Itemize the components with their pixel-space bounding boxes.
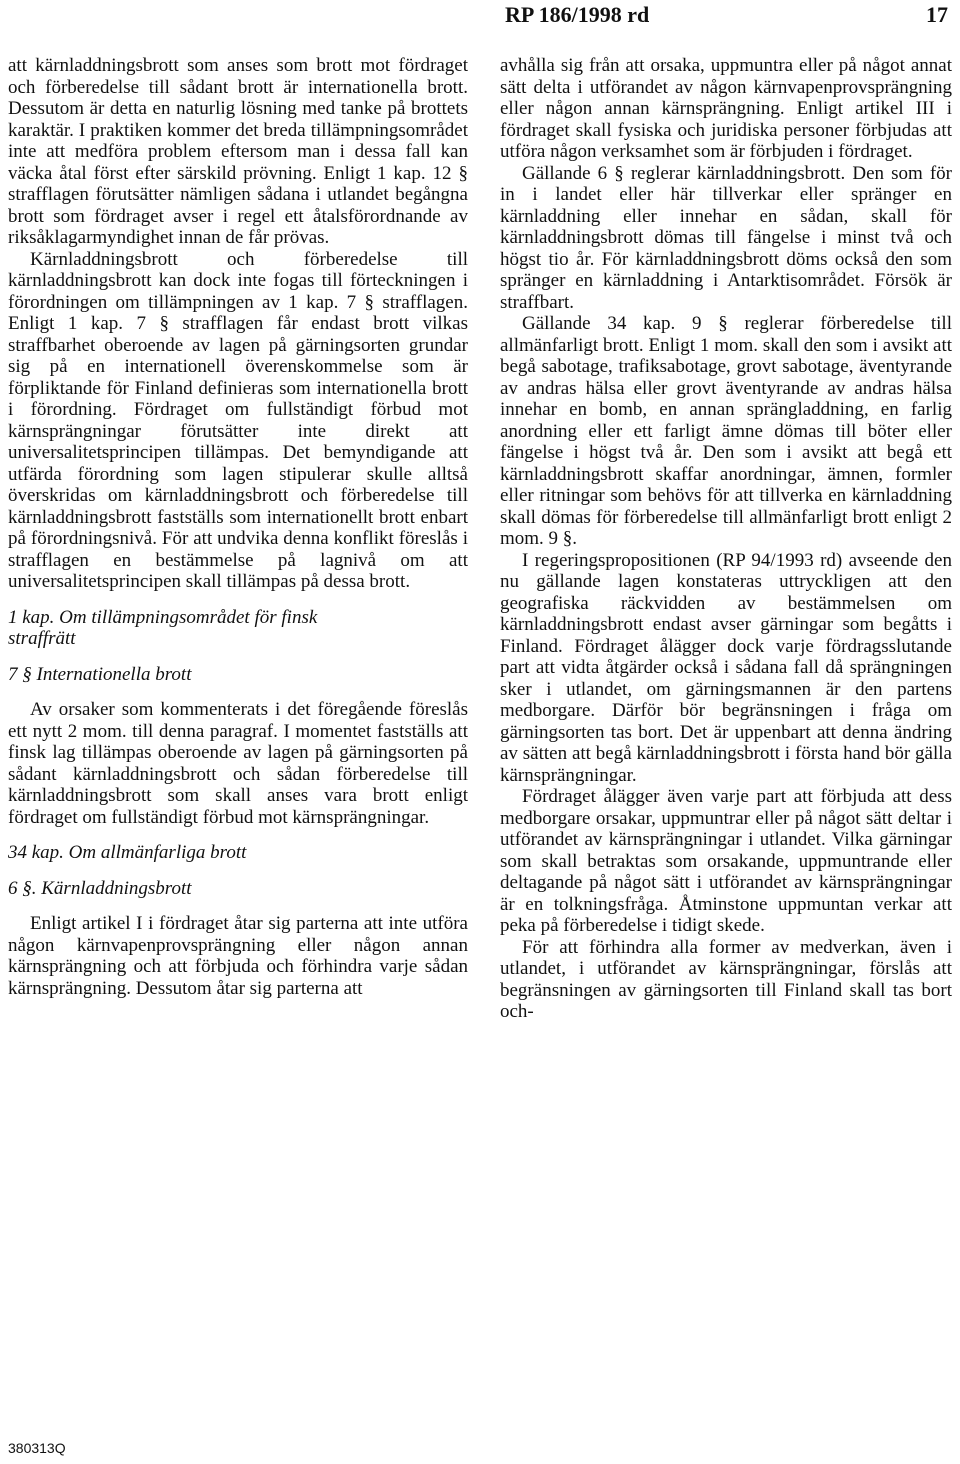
heading-line: straffrätt bbox=[8, 628, 76, 649]
paragraph: I regeringspropositionen (RP 94/1993 rd) avseende den nu gällande lagen konstateras uttryckligen att den geografiska räckvidden av bestämmelsen om kärnladdningsbrott endast avser gärningar som begåtts i Finland. Fördraget ålägger dock varje fördragsslutande part att vidta åtgärder också i sådana fall då sprängningen sker i utlandet, om gärningsmannen är den partens medborgare. Därför bör begränsningen i fråga om gärningsorten tas bort. Det är uppenbart att denna ändring av sätten att begå kärnladdningsbrott i första hand bör gälla kärnsprängningar. bbox=[500, 549, 952, 786]
paragraph: att kärnladdningsbrott som anses som brott mot fördraget och förberedelse till sådant brott är internationella brott. Dessutom är detta en naturlig lösning med tanke på brottets karaktär. I praktiken kommer det breda tillämpningsområdet inte att medföra problem eftersom man i dessa fall kan väcka åtal först efter särskild prövning. Enligt 1 kap. 12 § strafflagen förutsätter nämligen sådana i utlandet begångna brott som fördraget avser i regel ett åtalsförordnande av riksåklagarmyndighet innan de får prövas. bbox=[8, 55, 468, 248]
section-heading: 6 §. Kärnladdningsbrott bbox=[8, 877, 192, 899]
paragraph: Kärnladdningsbrott och förberedelse till kärnladdningsbrott kan dock inte fogas till förteckningen i förordningen om tillämpningen av 1 kap. 7 § strafflagen. Enligt 1 kap. 7 § strafflagen får endast brott vilkas straffbarhet oberoende av lagen på gärningsorten grundar sig på en internationell överenskommelse som är förpliktande för Finland definieras som internationella brott i förordning. Fördraget om fullständigt förbud mot kärnsprängningar förutsätter inte direkt att universalitetsprincipen tillämpas. Det bemyndigande att utfärda förordning som lagen stipulerar skulle alltså överskridas om kärnladdningsbrott och förberedelse till kärnladdningsbrott fastställs som internationellt brott enbart på förordningsnivå. För att undvika denna konflikt föreslås i strafflagen en bestämmelse på lagnivå om att universalitetsprincipen skall tillämpas på dessa brott. bbox=[8, 248, 468, 592]
right-column bbox=[500, 55, 952, 1023]
document-reference: RP 186/1998 rd bbox=[505, 2, 650, 27]
paragraph: Gällande 6 § reglerar kärnladdningsbrott. Den som för in i landet eller här tillverkar eller spränger en kärnladdning eller innehar en sådan, skall för kärnladdningsbrott dömas till fängelse i minst två och högst tio år. För kärnladdningsbrott döms också den som spränger en kärnladdning i Antarktisområdet. Försök är straffbart. bbox=[500, 162, 952, 313]
footer-code: 380313Q bbox=[8, 1440, 66, 1456]
section-heading: 7 § Internationella brott bbox=[8, 663, 192, 685]
page-header bbox=[0, 0, 960, 40]
paragraph: Fördraget ålägger även varje part att förbjuda att dess medborgare orsakar, uppmuntrar eller på något sätt deltar i utförandet av kärnsprängningar i utlandet. Vilka gärningar som skall betraktas som orsakande, uppmuntrande eller deltagande på något sätt i utförandet av kärnsprängningar är en tolkningsfråga. Åtminstone uppmuntan verkar att peka på förberedelse i tidigt skede. bbox=[500, 786, 952, 936]
paragraph: Gällande 34 kap. 9 § reglerar förberedelse till allmänfarligt brott. Enligt 1 mom. skall den som i avsikt att begå sabotage, trafiksabotage, grovt sabotage, äventyrande av andras hälsa eller grovt äventyrande av andras hälsa innehar en bomb, en annan sprängladdning, en farlig anordning eller ett farligt ämne dömas till böter eller fängelse i högst två år. Den som i avsikt att begå ett kärnladdningsbrott skaffar anordningar, ämnen, formler eller ritningar som behövs för att tillverka en kärnladdning skall dömas för förberedelse till allmänfarligt brott enligt 2 mom. 9 §. bbox=[500, 313, 952, 549]
paragraph: avhålla sig från att orsaka, uppmuntra eller på något annat sätt delta i utförandet av någon kärnvapenprovsprängning eller någon annan kärnsprängning. Enligt artikel III i fördraget skall fysiska och juridiska personer förbjudas att utföra någon verksamhet som är förbjuden i fördraget. bbox=[500, 55, 952, 162]
page-number: 17 bbox=[926, 2, 948, 27]
heading-line: 1 kap. Om tillämpningsområdet för finsk bbox=[8, 606, 318, 628]
left-column bbox=[8, 55, 468, 999]
paragraph: Enligt artikel I i fördraget åtar sig parterna att inte utföra någon kärnvapenprovsprängning eller någon annan kärnsprängning och att förbjuda och förhindra varje sådan kärnsprängning. Dessutom åtar sig parterna att bbox=[8, 913, 468, 999]
section-heading: 34 kap. Om allmänfarliga brott bbox=[8, 842, 247, 863]
paragraph: Av orsaker som kommenterats i det föregående föreslås ett nytt 2 mom. till denna paragraf. I momentet fastställs att finsk lag tillämpas oberoende av lagen på gärningsorten på sådant kärnladdningsbrott och sådan förberedelse till kärnladdningsbrott som skall anses vara brott enligt fördraget om fullständigt förbud mot kärnsprängningar. bbox=[8, 699, 468, 828]
paragraph: För att förhindra alla former av medverkan, även i utlandet, i utförandet av kärnsprängningar, förslås att begränsningen av gärningsorten till Finland skall tas bort och- bbox=[500, 936, 952, 1022]
section-heading bbox=[8, 607, 468, 650]
